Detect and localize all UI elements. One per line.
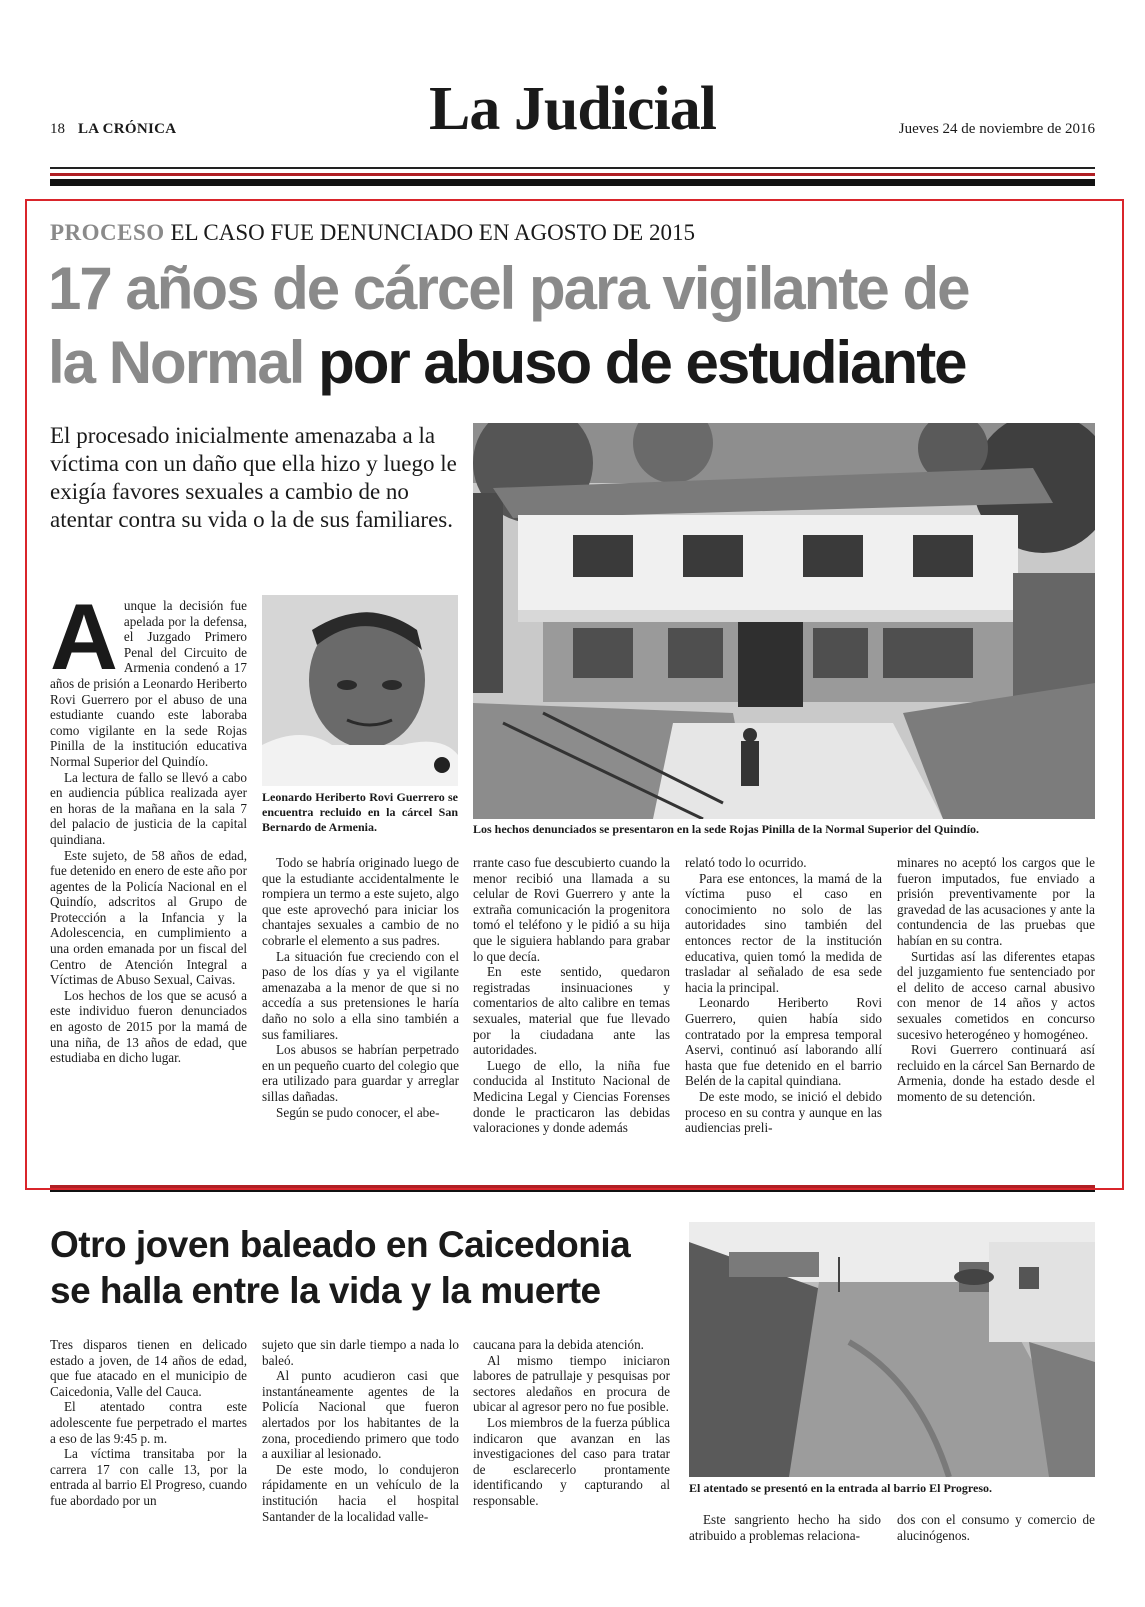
issue-date: Jueves 24 de noviembre de 2016 [898,121,1095,137]
main-photo-caption: Los hechos denunciados se presentaron en la sede Rojas Pinilla de la Normal Superior del Quindío. [473,822,980,836]
lead-col3-paragraph-1: rrante caso fue descubierto cuando la menor recibió una llamada a su celular de Rovi Guerrero y ante la extraña comunicación la progenitora tomó el teléfono y le pidió a su hija que le siguiera hablando para grabar lo que decía. [473,855,670,964]
masthead-rule-thick [50,179,1095,186]
second-col5-paragraph-1: dos con el consumo y comercio de alucinógenos. [897,1512,1095,1543]
masthead-rule-thin [50,167,1095,169]
second-body-column-2 [262,1337,459,1524]
second-body-column-3 [473,1337,670,1509]
school-building-photo [473,423,1095,819]
second-headline [50,1222,690,1314]
headline-part-1: 17 años de cárcel para vigilante de [48,255,969,322]
second-col1-paragraph-3: La víctima transitaba por la carrera 17 con calle 13, por la entrada al barrio El Progreso, cuando fue abordado por un [50,1446,247,1508]
second-col3-paragraph-3: Los miembros de la fuerza pública indicaron que avanzan en las investigaciones del caso para tratar de esclarecerlo prontamente identificando y capturando al responsable. [473,1414,670,1508]
headline-part-3: por abuso de estudiante [318,329,966,396]
second-col2-paragraph-2: Al punto acudieron casi que instantáneamente agentes de la Policía Nacional que fueron alertados por los habitantes de la zona, procediendo primero que todo a auxiliar al lesionado. [262,1368,459,1462]
lead-col1-paragraph-4: Los hechos de los que se acusó a este individuo fueron denunciados en agosto de 2015 por la mamá de una niña, de 13 años de edad, que estudiaba en dicho lugar. [50,987,247,1066]
lead-col4-paragraph-4: De este modo, se inició el debido proceso en su contra y aunque en las audiencias preli- [685,1088,882,1136]
masthead-rule-red [50,173,1095,176]
lead-col4-paragraph-1: relató todo lo ocurrido. [685,855,807,870]
lead-body-column-1 [50,584,247,1066]
second-body-column-1 [50,1337,247,1509]
lead-col2-paragraph-4: Según se pudo conocer, el abe- [276,1104,440,1120]
lead-body-column-4 [685,855,882,1136]
lead-col3-paragraph-2: En este sentido, quedaron registradas insinuaciones y comentarios de alto calibre en temas sexuales, material que fue llevado por la ciudadana ante las autoridades. [473,964,670,1058]
lead-col5-paragraph-2: Surtidas así las diferentes etapas del juzgamiento fue sentenciado por el delito de acceso carnal abusivo con menor de 14 años y actos sexuales cometidos en concurso sucesivo heterogéneo y homogéneo. [897,948,1095,1042]
lead-col2-paragraph-2: La situación fue creciendo con el paso de los días y ya el vigilante amenazaba a la menor de que si no accedía a sus pretensiones le haría daño no solo a ella sino también a sus familiares. [262,948,459,1042]
second-col1-paragraph-2: El atentado contra este adolescente fue perpetrado el martes a eso de las 9:45 p. m. [50,1399,247,1446]
second-body-column-5 [897,1512,1095,1543]
lead-headline [48,252,1108,400]
lead-col2-paragraph-3: Los abusos se habrían perpetrado en un pequeño cuarto del colegio que era utilizado para guardar y arreglar sillas dañadas. [262,1042,460,1104]
second-body-column-4 [689,1512,881,1543]
lead-col5-paragraph-3: Rovi Guerrero continuará así recluido en la cárcel San Bernardo de Armenia, donde ha estado desde el momento de su detención. [897,1042,1095,1104]
kicker-text: EL CASO FUE DENUNCIADO EN AGOSTO DE 2015 [170,220,695,245]
lead-col1-paragraph-1: Aunque la decisión fue apelada por la defensa, el Juzgado Primero Penal del Circuito de Armenia condenó a 17 años de prisión a Leonardo Heriberto Rovi Guerrero por el abuso de una estudiante cuando este laboraba como vigilante en la sede Rojas Pinilla de la institución educativa Normal Superior del Quindío. [50,584,247,769]
story-divider-black [50,1190,1095,1192]
street-scene-photo [689,1222,1095,1477]
lead-body-column-5 [897,855,1095,1105]
second-col4-paragraph-1: Este sangriento hecho ha sido atribuido a problemas relaciona- [689,1512,881,1543]
second-col3-paragraph-1: caucana para la debida atención. [473,1337,644,1352]
second-col2-paragraph-3: De este modo, lo condujeron rápidamente en un vehículo de la institución hacia el hospital Santander de la localidad valle- [262,1461,459,1524]
portrait-illustration [262,595,458,786]
second-col3-paragraph-2: Al mismo tiempo iniciaron labores de patrullaje y pesquisas por sectores aledaños en procura de ubicar al agresor pero no fue posible. [473,1352,670,1415]
second-col2-paragraph-1: sujeto que sin darle tiempo a nada lo baleó. [262,1337,459,1368]
lead-kicker [50,220,695,246]
portrait-caption: Leonardo Heriberto Rovi Guerrero se encuentra recluido en la cárcel San Bernardo de Armenia. [262,790,458,834]
story-divider-red [50,1185,1095,1188]
second-photo-caption: El atentado se presentó en la entrada al barrio El Progreso. [689,1481,992,1495]
street-scene-illustration [689,1222,1095,1477]
lead-body-column-2 [262,855,459,1120]
lead-col3-paragraph-3: Luego de ello, la niña fue conducida al Instituto Nacional de Medicina Legal y Ciencias Forenses donde le practicaron las debidas valoraciones y donde además [473,1057,670,1136]
drop-cap: A [50,584,118,689]
lead-col2-paragraph-1: Todo se habría originado luego de que la estudiante accidentalmente le rompiera un termo a este sujeto, algo que este aprovechó para iniciar los chantajes sexuales a cambio de no cobrarle el elemento a sus padres. [262,855,459,948]
lead-col4-paragraph-2: Para ese entonces, la mamá de la víctima puso el caso en conocimiento no solo de las autoridades sino también del entonces rector de la institución educativa, quien tomó la medida de trasladar al señalado de esa sede hacia la principal. [685,870,882,995]
masthead [50,75,1095,168]
lead-body-column-3 [473,855,670,1136]
lead-col1-paragraph-2: La lectura de fallo se llevó a cabo en audiencia pública realizada ayer en horas de la mañana en la sala 7 del palacio de justicia de la capital quindiana. [50,769,247,847]
page-number: 18 [50,121,65,137]
newspaper-name: LA CRÓNICA [78,121,177,137]
lead-deck: El procesado inicialmente amenazaba a la víctima con un daño que ella hizo y luego le exigía favores sexuales a cambio de no atentar contra su vida o la de sus familiares. [50,423,457,532]
second-col1-paragraph-1: Tres disparos tienen en delicado estado a joven, de 14 años de edad, que fue atacado en el municipio de Caicedonia, Valle del Cauca. [50,1337,247,1399]
defendant-portrait-photo [262,595,458,786]
school-building-illustration [473,423,1095,819]
lead-col5-paragraph-1: minares no aceptó los cargos que le fueron imputados, fue enviado a prisión preventivamente por la gravedad de las acusaciones y ante la contundencia de las pruebas que habían en su contra. [897,855,1095,948]
section-title: La Judicial [428,75,716,143]
lead-col4-paragraph-3: Leonardo Heriberto Rovi Guerrero, quien había sido contratado por la empresa temporal Aservi, continuó así laborando allí hasta que fue detenido en el barrio Belén de la capital quindiana. [685,995,882,1089]
lead-col1-paragraph-3: Este sujeto, de 58 años de edad, fue detenido en enero de este año por agentes de la Policía Nacional en el Quindío, adscritos al Grupo de Protección a la Infancia y la Adolescencia, en cumplimiento a una orden emanada por un fiscal del Centro de Atención Integral a Víctimas de Abuso Sexual, Caivas. [50,847,247,988]
headline-part-2: la Normal [48,329,304,396]
second-headline-line-2: se halla entre la vida y la muerte [50,1270,601,1311]
second-headline-line-1: Otro joven baleado en Caicedonia [50,1224,631,1265]
kicker-label: PROCESO [50,220,165,245]
